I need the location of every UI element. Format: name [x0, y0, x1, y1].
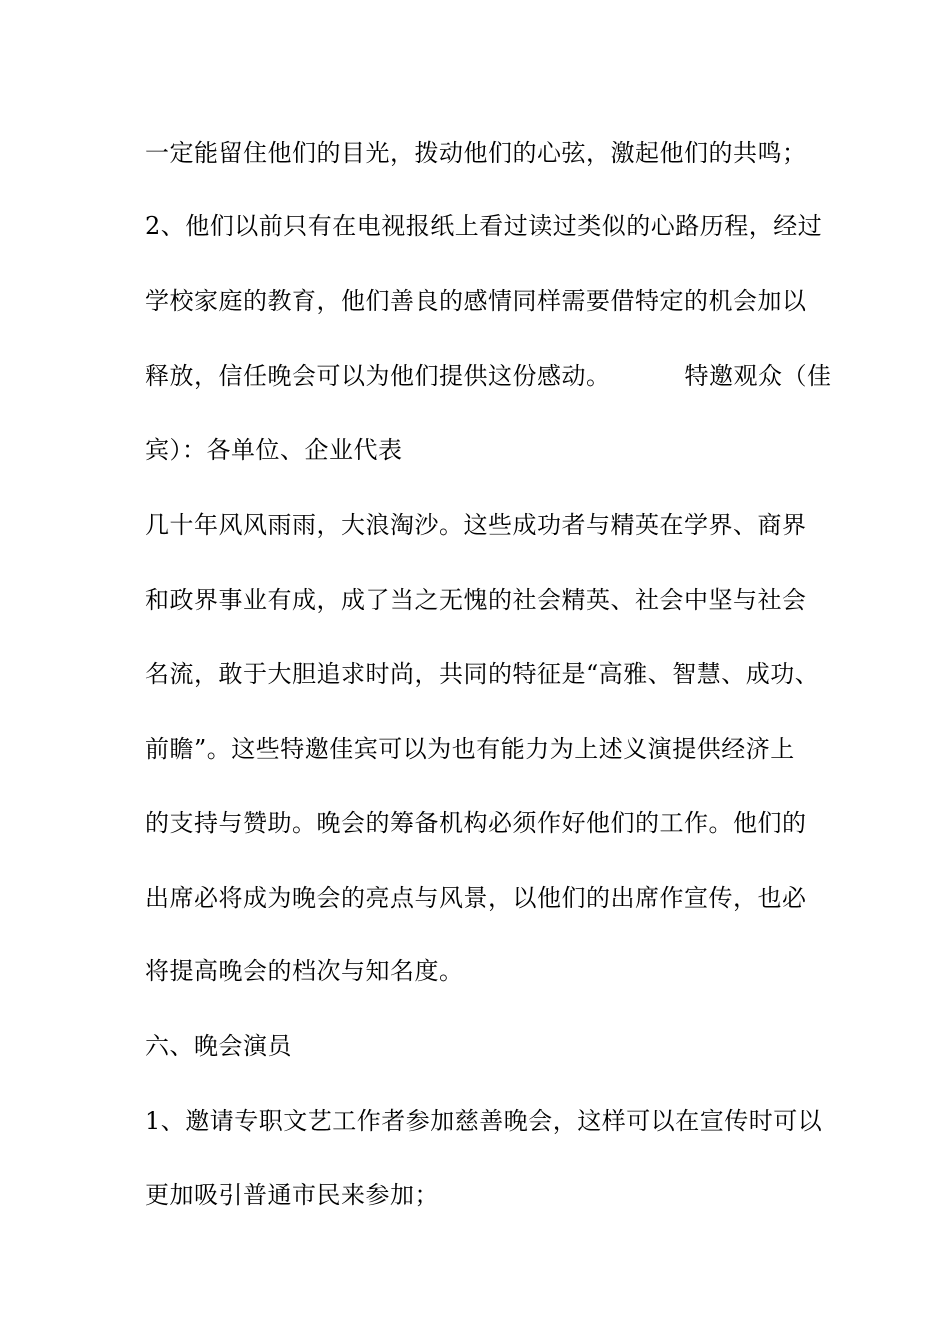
text-line: 宾）：各单位、企业代表: [145, 436, 403, 464]
text-line: 1、邀请专职文艺工作者参加慈善晚会，这样可以在宣传时可以: [145, 1107, 823, 1135]
text-line: 前瞻”。这些特邀佳宾可以为也有能力为上述义演提供经济上: [145, 735, 795, 763]
section-heading: 六、晚会演员: [145, 1032, 292, 1060]
text-line: [145, 356, 845, 396]
text-line: 的支持与赞助。晚会的筹备机构必须作好他们的工作。他们的: [145, 809, 807, 837]
text-line: 更加吸引普通市民来参加；: [145, 1181, 439, 1209]
text-segment: 释放，信任晚会可以为他们提供这份感动。: [145, 362, 611, 390]
text-line: 名流，敢于大胆追求时尚，共同的特征是“高雅、智慧、成功、: [145, 660, 820, 688]
text-line: 2、他们以前只有在电视报纸上看过读过类似的心路历程，经过: [145, 212, 823, 240]
text-line: 几十年风风雨雨，大浪淘沙。这些成功者与精英在学界、商界: [145, 511, 807, 539]
text-line: 一定能留住他们的目光，拨动他们的心弦，激起他们的共鸣；: [145, 139, 807, 167]
text-line: 学校家庭的教育，他们善良的感情同样需要借特定的机会加以: [145, 287, 807, 315]
text-segment: 特邀观众（佳: [684, 362, 832, 390]
text-line: 和政界事业有成，成了当之无愧的社会精英、社会中坚与社会: [145, 586, 807, 614]
text-line: 将提高晚会的档次与知名度。: [145, 957, 464, 985]
text-line: 出席必将成为晚会的亮点与风景，以他们的出席作宣传，也必: [145, 884, 807, 912]
